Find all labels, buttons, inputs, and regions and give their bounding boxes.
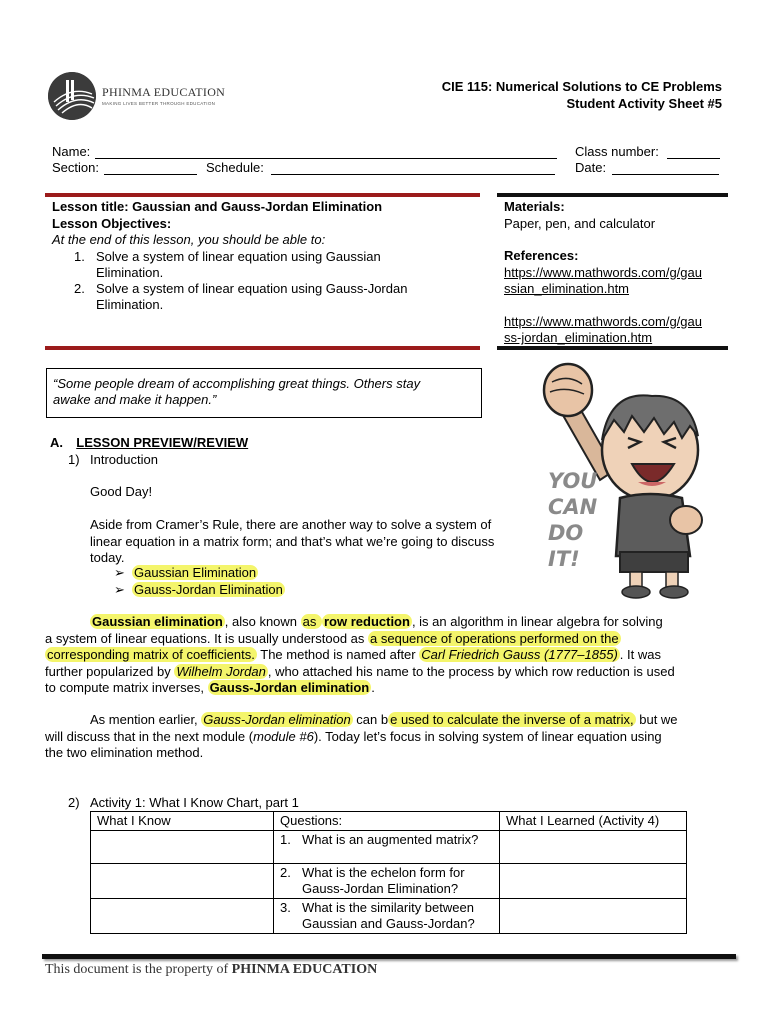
question-cell [274,899,500,934]
highlight: Wilhelm Jordan [176,663,266,679]
paragraph-line [45,664,735,681]
what-i-learned-cell[interactable] [500,864,687,899]
section-letter: A. [50,435,63,450]
logo-emblem-icon [48,72,96,120]
phinma-logo [48,72,226,124]
objective-text: Elimination. [96,264,164,280]
what-i-know-cell[interactable] [91,899,274,934]
reference-link-text: ssian_elimination.htm [504,281,630,296]
question-number: 3. [280,900,291,915]
highlight: Carl Friedrich Gauss (1777–1855) [421,647,618,662]
column-header: Questions: [274,812,500,831]
paragraph-line [45,680,735,697]
table-row [91,864,687,899]
schedule-label: Schedule: [206,160,264,175]
text: module #6 [253,728,314,744]
table-header-row [91,812,687,831]
question-number: 2. [280,865,291,880]
reference-link-text: https://www.mathwords.com/g/gau [504,264,702,280]
objective-number: 1. [74,248,85,264]
table-row [91,899,687,934]
footer-text [45,962,377,978]
text: further popularized by [45,663,175,679]
quote-line: “Some people dream of accomplishing great things. Others stay [53,376,421,391]
objective-text: Elimination. [96,296,164,312]
highlight: row reduction [323,614,410,629]
what-i-learned-cell[interactable] [500,899,687,934]
intro-line: linear equation in a matrix form; and that’s what we’re going to discuss [90,533,495,549]
date-field[interactable] [612,174,719,175]
class-number-field[interactable] [667,158,720,159]
text: , who attached his name to the process by which row reduction is used [267,663,675,679]
highlight: a sequence of operations performed on the [370,630,619,646]
what-i-know-chart [90,811,687,934]
question-text: What is the echelon form for [302,865,465,880]
column-header: What I Know [91,812,274,831]
paragraph-line: the two elimination method. [45,745,204,760]
text: The method is named after [256,647,420,662]
text: . [371,680,375,695]
materials-heading: Materials: [504,199,565,214]
bullet-text: Gaussian Elimination [134,565,257,580]
text: to compute matrix inverses, [45,680,208,695]
list-item [52,281,482,313]
arrow-bullet-icon: ➢ [114,565,125,580]
materials-text: Paper, pen, and calculator [504,215,656,231]
objective-text: Solve a system of linear equation using Gaussian [96,248,381,264]
question-number: 1. [280,832,291,847]
section-title: LESSON PREVIEW/REVIEW [76,435,249,450]
quote-line: awake and make it happen.” [53,392,217,407]
highlight: Gaussian elimination [92,614,223,629]
name-field[interactable] [95,158,557,159]
what-i-know-cell[interactable] [91,831,274,864]
course-title: CIE 115: Numerical Solutions to CE Problems [441,79,722,94]
slogan-word: CAN [548,495,598,519]
class-number-label: Class number: [575,144,659,159]
objectives-list [52,249,482,313]
footer-label: This document is the property of [45,962,232,977]
gauss-jordan-paragraph [45,712,735,762]
text: but we [635,712,678,727]
arrow-bullet-icon: ➢ [114,581,125,597]
section-label: Section: [52,160,99,175]
text: , is an algorithm in linear algebra for solving [411,614,663,629]
question-text: What is the similarity between [302,900,474,915]
what-i-know-cell[interactable] [91,864,274,899]
highlight: as [302,614,320,629]
materials-block [504,199,728,347]
text: can b [352,712,389,727]
references-heading: References: [504,248,579,263]
lesson-bottom-bar [45,346,480,350]
objectives-heading: Lesson Objectives: [52,215,172,231]
bullet-text: Gauss-Jordan Elimination [134,581,283,597]
greeting: Good Day! [90,484,153,499]
objective-text: Solve a system of linear equation using Gauss-Jordan [96,280,408,296]
question-cell [274,864,500,899]
text: As mention earlier, [90,712,202,727]
intro-paragraph [90,517,530,567]
question-cell [274,831,500,864]
table-row [91,831,687,864]
lesson-title: Lesson title: Gaussian and Gauss-Jordan Elimination [52,199,383,214]
logo-tagline: MAKING LIVES BETTER THROUGH EDUCATION [102,101,216,106]
item1-title: Introduction [90,452,158,467]
section-field[interactable] [104,174,197,175]
lesson-block [52,199,482,313]
paragraph-line [45,712,735,729]
lesson-top-bar [45,193,480,197]
objectives-intro: At the end of this lesson, you should be able to: [52,232,326,247]
text: a system of linear equations. It is usually understood as [45,630,369,646]
materials-top-bar [497,193,728,197]
reference-link-1[interactable] [504,265,728,298]
footer-owner: PHINMA EDUCATION [231,962,378,977]
question-text: What is an augmented matrix? [302,832,479,847]
section-a-heading [50,435,248,450]
list-item [52,249,482,281]
item1-number: 1) [68,452,80,467]
text: . It was [619,647,661,662]
footer-rule [42,954,736,959]
slogan-word: DO [548,521,584,545]
list-item [114,582,285,599]
text: , also known [224,614,301,629]
column-header: What I Learned (Activity 4) [500,812,687,831]
list-item [114,565,285,582]
sheet-title: Student Activity Sheet #5 [566,96,722,111]
highlight: corresponding matrix of coefficients. [47,647,255,662]
paragraph-line [45,729,735,746]
question-text: Gauss-Jordan Elimination? [302,881,459,896]
you-can-do-it-text [548,468,597,572]
highlight: Gauss-Jordan elimination [203,712,351,727]
activity-number: 2) [68,795,80,810]
date-label: Date: [575,160,607,175]
text: ). Today let’s focus in solving system of linear equation using [313,728,662,744]
schedule-field[interactable] [271,174,555,175]
quote-box [46,368,482,418]
logo-name: PHINMA EDUCATION [102,85,226,99]
paragraph-line [45,614,735,631]
paragraph-line [45,647,735,664]
cartoon-illustration [540,360,725,600]
highlight: Gauss-Jordan elimination [209,680,370,695]
reference-link-text: ss-jordan_elimination.htm [504,330,653,345]
intro-line: today. [90,550,125,565]
paragraph-line [45,631,735,648]
highlight: e used to calculate the inverse of a matrix, [390,712,634,727]
method-bullet-list [114,565,285,598]
materials-bottom-bar [497,346,728,350]
intro-line: Aside from Cramer’s Rule, there are another way to solve a system of [90,517,492,532]
question-text: Gaussian and Gauss-Jordan? [302,916,475,931]
what-i-learned-cell[interactable] [500,831,687,864]
activity-title: Activity 1: What I Know Chart, part 1 [90,795,299,810]
objective-number: 2. [74,280,85,296]
reference-link-text: https://www.mathwords.com/g/gau [504,313,702,329]
reference-link-2[interactable] [504,314,728,347]
slogan-word: YOU [548,469,598,493]
slogan-word: IT! [548,547,580,571]
gaussian-paragraph [45,614,735,697]
text: will discuss that in the next module ( [45,728,254,744]
name-label: Name: [52,144,91,159]
